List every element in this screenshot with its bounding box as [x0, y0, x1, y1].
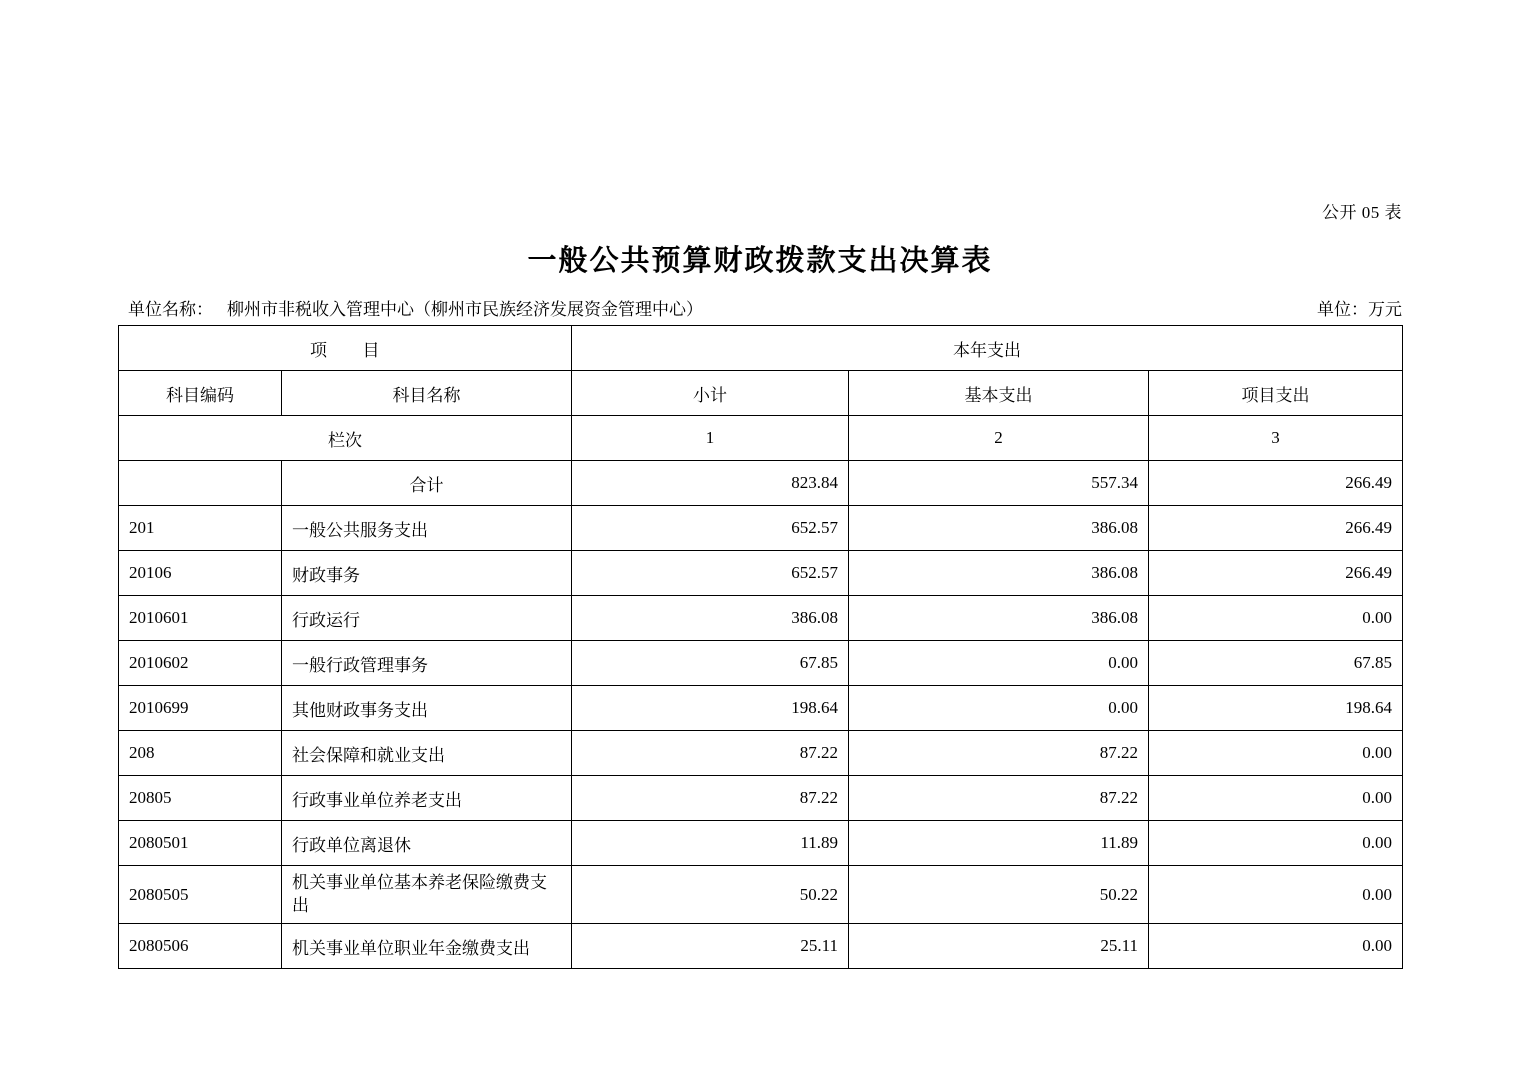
header-code: 科目编码	[119, 371, 282, 416]
row-project: 0.00	[1149, 776, 1403, 821]
row-name: 机关事业单位基本养老保险缴费支出	[282, 866, 572, 924]
row-subtotal: 652.57	[572, 551, 849, 596]
total-project: 266.49	[1149, 461, 1403, 506]
table-row	[119, 866, 1403, 924]
row-name: 社会保障和就业支出	[282, 731, 572, 776]
header-current-year-group: 本年支出	[572, 326, 1403, 371]
row-code: 201	[119, 506, 282, 551]
row-project: 0.00	[1149, 866, 1403, 924]
row-name: 一般公共服务支出	[282, 506, 572, 551]
row-basic: 50.22	[849, 866, 1149, 924]
row-project: 198.64	[1149, 686, 1403, 731]
row-basic: 0.00	[849, 641, 1149, 686]
header-subtotal: 小计	[572, 371, 849, 416]
row-code: 2010602	[119, 641, 282, 686]
table-row	[119, 686, 1403, 731]
row-code: 2080505	[119, 866, 282, 924]
table-row	[119, 821, 1403, 866]
total-basic: 557.34	[849, 461, 1149, 506]
row-subtotal: 87.22	[572, 776, 849, 821]
row-name: 财政事务	[282, 551, 572, 596]
row-name: 行政事业单位养老支出	[282, 776, 572, 821]
column-index-1: 1	[572, 416, 849, 461]
row-name: 行政单位离退休	[282, 821, 572, 866]
row-code: 20106	[119, 551, 282, 596]
row-subtotal: 386.08	[572, 596, 849, 641]
row-project: 266.49	[1149, 551, 1403, 596]
table-row	[119, 731, 1403, 776]
row-name: 行政运行	[282, 596, 572, 641]
row-subtotal: 11.89	[572, 821, 849, 866]
row-project: 0.00	[1149, 596, 1403, 641]
table-header-group-row	[119, 326, 1403, 371]
column-index-row	[119, 416, 1403, 461]
row-code: 2080501	[119, 821, 282, 866]
column-index-3: 3	[1149, 416, 1403, 461]
table-row	[119, 596, 1403, 641]
row-code: 2080506	[119, 924, 282, 969]
row-basic: 386.08	[849, 551, 1149, 596]
row-project: 67.85	[1149, 641, 1403, 686]
total-subtotal: 823.84	[572, 461, 849, 506]
header-name: 科目名称	[282, 371, 572, 416]
amount-unit-label: 单位：万元	[1317, 300, 1402, 319]
row-subtotal: 67.85	[572, 641, 849, 686]
row-code: 2010601	[119, 596, 282, 641]
row-basic: 11.89	[849, 821, 1149, 866]
row-basic: 386.08	[849, 506, 1149, 551]
table-row	[119, 776, 1403, 821]
unit-name	[128, 295, 703, 320]
row-basic: 386.08	[849, 596, 1149, 641]
header-basic: 基本支出	[849, 371, 1149, 416]
row-code: 208	[119, 731, 282, 776]
row-name: 机关事业单位职业年金缴费支出	[282, 924, 572, 969]
table-row	[119, 551, 1403, 596]
page-title: 一般公共预算财政拨款支出决算表	[527, 245, 993, 277]
meta-row	[118, 295, 1402, 319]
unit-name-label: 单位名称：	[128, 300, 213, 319]
row-subtotal: 87.22	[572, 731, 849, 776]
row-code: 2010699	[119, 686, 282, 731]
row-project: 266.49	[1149, 506, 1403, 551]
budget-expenditure-table	[118, 325, 1403, 969]
row-basic: 87.22	[849, 731, 1149, 776]
row-subtotal: 652.57	[572, 506, 849, 551]
form-code-label: 公开 05 表	[1322, 203, 1402, 222]
row-code: 20805	[119, 776, 282, 821]
table-row	[119, 506, 1403, 551]
table-row-total	[119, 461, 1403, 506]
row-subtotal: 25.11	[572, 924, 849, 969]
column-index-label: 栏次	[119, 416, 572, 461]
row-name: 其他财政事务支出	[282, 686, 572, 731]
table-row	[119, 924, 1403, 969]
row-basic: 87.22	[849, 776, 1149, 821]
row-project: 0.00	[1149, 924, 1403, 969]
header-item-group: 项 目	[119, 326, 572, 371]
row-basic: 25.11	[849, 924, 1149, 969]
total-label: 合计	[282, 461, 572, 506]
table-header-row	[119, 371, 1403, 416]
total-code-cell	[119, 461, 282, 506]
column-index-2: 2	[849, 416, 1149, 461]
row-project: 0.00	[1149, 821, 1403, 866]
table-row	[119, 641, 1403, 686]
row-basic: 0.00	[849, 686, 1149, 731]
row-name: 一般行政管理事务	[282, 641, 572, 686]
row-subtotal: 198.64	[572, 686, 849, 731]
row-subtotal: 50.22	[572, 866, 849, 924]
unit-name-value: 柳州市非税收入管理中心（柳州市民族经济发展资金管理中心）	[227, 300, 703, 319]
header-project: 项目支出	[1149, 371, 1403, 416]
row-project: 0.00	[1149, 731, 1403, 776]
